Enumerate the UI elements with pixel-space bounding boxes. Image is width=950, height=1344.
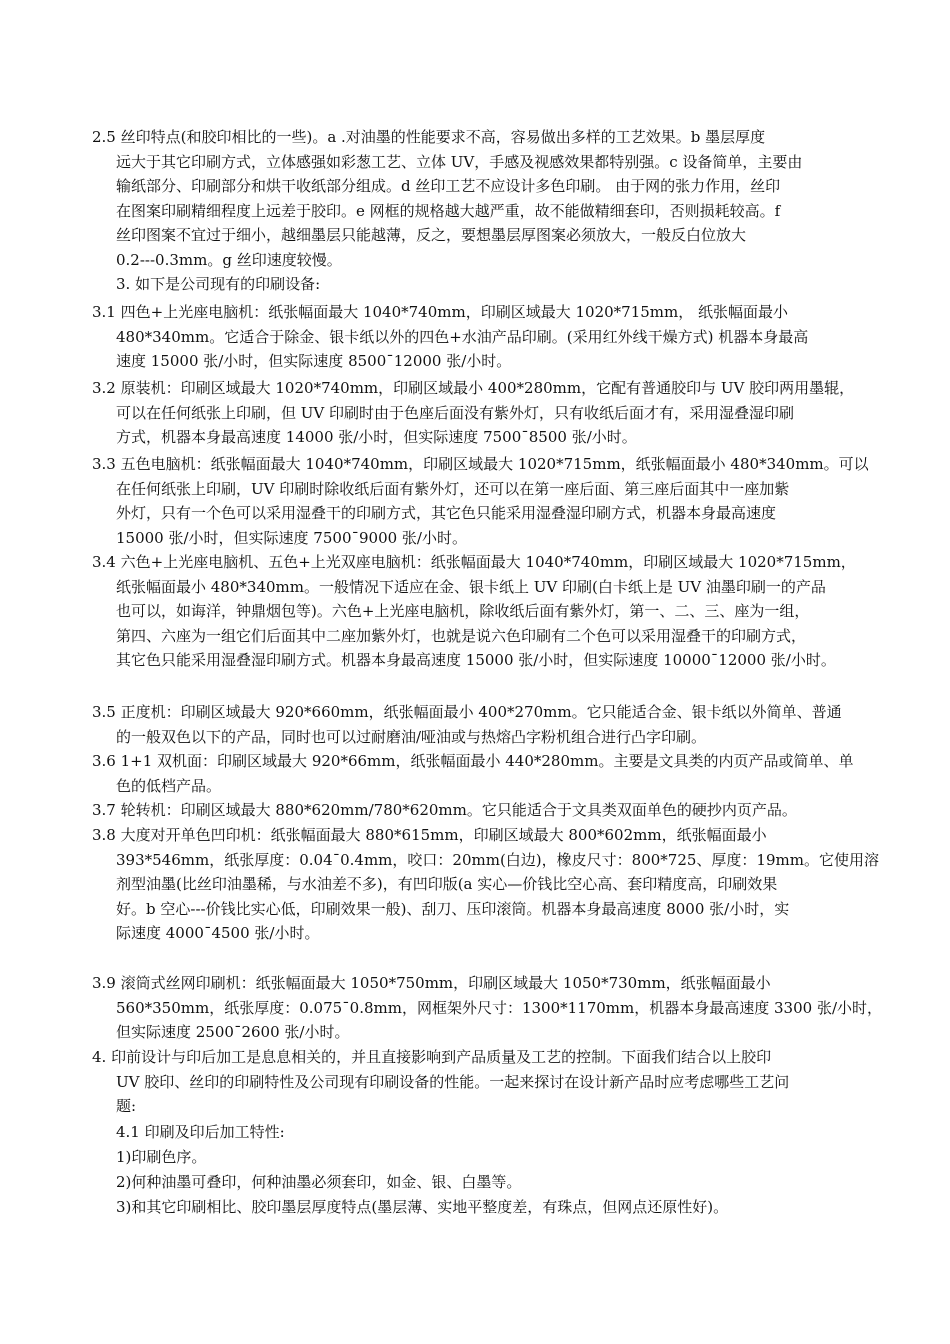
- text-line: 3.5 正度机：印刷区域最大 920*660mm，纸张幅面最小 400*270mm。它只能适合金、银卡纸以外简单、普通: [92, 703, 842, 721]
- text-line: 3.4 六色+上光座电脑机、五色+上光双座电脑机：纸张幅面最大 1040*740mm，印刷区域最大 1020*715mm，: [92, 553, 856, 571]
- text-line: 远大于其它印刷方式，立体感强如彩葱工艺、立体 UV，手感及视感效果都特别强。c 设备简单，主要由: [116, 152, 803, 171]
- paragraph-4: [92, 1045, 902, 1119]
- paragraph-2-5: [92, 125, 902, 272]
- text-line: 4. 印前设计与印后加工是息息相关的，并且直接影响到产品质量及工艺的控制。下面我们结合以上胶印: [92, 1048, 772, 1066]
- text-line: 在图案印刷精细程度上远差于胶印。e 网框的规格越大越严重，故不能做精细套印，否则损耗较高。f: [116, 201, 781, 220]
- text-line: 3.7 轮转机：印刷区域最大 880*620mm/780*620mm。它只能适合于文具类双面单色的硬抄内页产品。: [92, 801, 797, 819]
- text-line: 方式，机器本身最高速度 14000 张/小时，但实际速度 7500¯8500 张/小时。: [116, 428, 637, 446]
- paragraph-3-8: [92, 823, 902, 946]
- text-line: 0.2---0.3mm。g 丝印速度较慢。: [116, 250, 342, 269]
- text-line: 在任何纸张上印刷，UV 印刷时除收纸后面有紫外灯，还可以在第一座后面、第三座后面其中一座加紫: [116, 479, 790, 498]
- text-line: 3.1 四色+上光座电脑机：纸张幅面最大 1040*740mm，印刷区域最大 1020*715mm， 纸张幅面最小: [92, 303, 789, 321]
- paragraph-3-6: [92, 749, 902, 798]
- text-line: 速度 15000 张/小时，但实际速度 8500¯12000 张/小时。: [116, 352, 512, 370]
- list-item: 2)何种油墨可叠印，何种油墨必须套印，如金、银、白墨等。: [116, 1173, 522, 1191]
- text-line: 也可以，如诲洋，钟鼎烟包等)。六色+上光座电脑机，除收纸后面有紫外灯，第一、二、三、座为一组，: [116, 602, 810, 620]
- section-4-1-heading: 4.1 印刷及印后加工特性:: [116, 1123, 285, 1141]
- text-line: 剂型油墨(比丝印油墨稀，与水油差不多)，有凹印版(a 实心—价钱比空心高、套印精度高，印刷效果: [116, 875, 778, 893]
- text-line: 好。b 空心---价钱比实心低，印刷效果一般)、刮刀、压印滚筒。机器本身最高速度 8000 张/小时，实: [116, 899, 790, 918]
- paragraph-3-9: [92, 971, 902, 1045]
- text-line: 的一般双色以下的产品，同时也可以过耐磨油/哑油或与热熔凸字粉机组合进行凸字印刷。: [116, 727, 707, 746]
- list-item: 3)和其它印刷相比、胶印墨层厚度特点(墨层薄、实地平整度差，有珠点，但网点还原性好)。: [116, 1198, 729, 1216]
- paragraph-3-2: [92, 376, 902, 450]
- text-line: 3.3 五色电脑机：纸张幅面最大 1040*740mm，印刷区域最大 1020*715mm，纸张幅面最小 480*340mm。可以: [92, 455, 869, 473]
- list-item: 1)印刷色序。: [116, 1148, 207, 1166]
- paragraph-3-7: [92, 798, 902, 823]
- text-line: 第四、六座为一组它们后面其中二座加紫外灯，也就是说六色印刷有二个色可以采用湿叠干的印刷方式，: [116, 626, 807, 645]
- text-line: 3.2 原装机：印刷区域最大 1020*740mm，印刷区域最小 400*280mm，它配有普通胶印与 UV 胶印两用墨辊，: [92, 379, 855, 397]
- text-line: 2.5 丝印特点(和胶印相比的一些)。a .对油墨的性能要求不高，容易做出多样的工艺效果。b 墨层厚度: [92, 128, 766, 146]
- paragraph-3-5: [92, 700, 902, 749]
- text-line: 输纸部分、印刷部分和烘干收纸部分组成。d 丝印工艺不应设计多色印刷。 由于网的张力作用，丝印: [116, 177, 781, 195]
- text-line: 色的低档产品。: [116, 776, 222, 795]
- text-line: 但实际速度 2500¯2600 张/小时。: [116, 1023, 350, 1041]
- paragraph-3-3: [92, 452, 902, 550]
- paragraph-3-1: [92, 300, 902, 374]
- text-line: 480*340mm。它适合于除金、银卡纸以外的四色+水油产品印刷。(采用红外线干燥方式) 机器本身最高: [116, 327, 809, 346]
- text-line: 3.9 滚筒式丝网印刷机：纸张幅面最大 1050*750mm，印刷区域最大 1050*730mm，纸张幅面最小: [92, 974, 771, 992]
- text-line: 3.6 1+1 双机面：印刷区域最大 920*66mm，纸张幅面最小 440*280mm。主要是文具类的内页产品或简单、单: [92, 752, 854, 770]
- text-line: 可以在任何纸张上印刷，但 UV 印刷时由于色座后面没有紫外灯，只有收纸后面才有，采用湿叠湿印刷: [116, 403, 795, 422]
- paragraph-3-4: [92, 550, 902, 673]
- text-line: 其它色只能采用湿叠湿印刷方式。机器本身最高速度 15000 张/小时，但实际速度 10000¯12000 张/小时。: [116, 651, 836, 669]
- text-line: UV 胶印、丝印的印刷特性及公司现有印刷设备的性能。一起来探讨在设计新产品时应考虑哪些工艺问: [116, 1072, 790, 1091]
- text-line: 3.8 大度对开单色凹印机：纸张幅面最大 880*615mm，印刷区域最大 800*602mm，纸张幅面最小: [92, 826, 767, 844]
- text-line: 题:: [116, 1097, 137, 1115]
- text-line: 纸张幅面最小 480*340mm。一般情况下适应在金、银卡纸上 UV 印刷(白卡纸上是 UV 油墨印刷一的产品: [116, 577, 826, 596]
- text-line: 393*546mm，纸张厚度：0.04¯0.4mm，咬口：20mm(白边)，橡皮尺寸：800*725、厚度：19mm。它使用溶: [116, 850, 879, 869]
- text-line: 15000 张/小时，但实际速度 7500¯9000 张/小时。: [116, 528, 467, 547]
- section-3-heading: 3. 如下是公司现有的印刷设备:: [116, 275, 321, 293]
- text-line: 560*350mm，纸张厚度：0.075¯0.8mm，网框架外尺寸：1300*1170mm，机器本身最高速度 3300 张/小时，: [116, 998, 883, 1017]
- text-line: 外灯，只有一个色可以采用湿叠干的印刷方式，其它色只能采用湿叠湿印刷方式，机器本身最高速度: [116, 504, 777, 522]
- text-line: 际速度 4000¯4500 张/小时。: [116, 924, 320, 942]
- text-line: 丝印图案不宜过于细小，越细墨层只能越薄，反之，要想墨层厚图案必须放大，一般反白位放大: [116, 226, 747, 244]
